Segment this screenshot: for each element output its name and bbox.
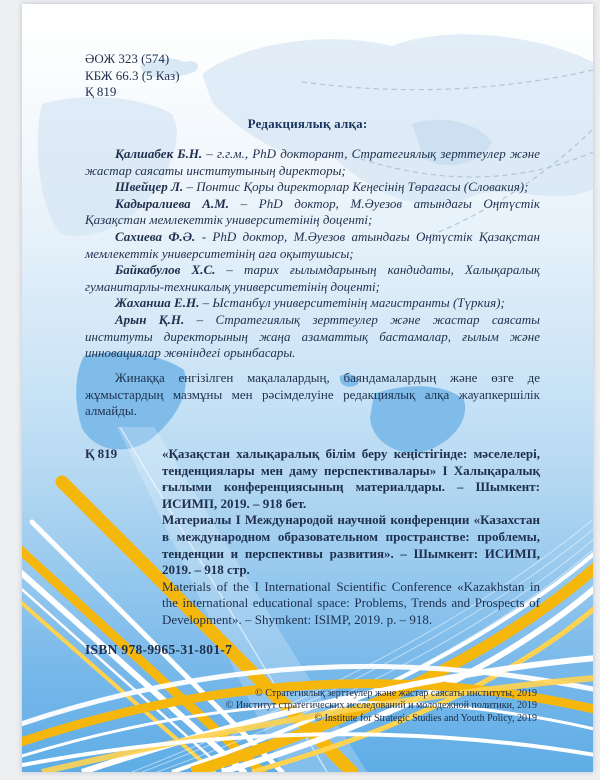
editor-description: – Понтис Қоры директорлар Кеңесінің Төрағасы (Словакия); bbox=[183, 179, 529, 195]
editor-name: Байкабулов Х.С. bbox=[115, 262, 216, 278]
editor-entry bbox=[85, 312, 540, 362]
document-page bbox=[22, 4, 593, 772]
classification-code-line: КБЖ 66.3 (5 Каз) bbox=[85, 67, 180, 83]
editor-entry bbox=[85, 262, 540, 295]
editor-entry bbox=[85, 196, 540, 229]
editor-description: – тарих ғылымдарының кандидаты, Халықаралық гуманитарлы-техникалық университетінің доценті; bbox=[85, 262, 540, 294]
editor-entry bbox=[85, 179, 540, 196]
editor-description: – г.г.м., PhD докторант, Стратегиялық зерттеулер және жастар саясаты институтының директоры; bbox=[85, 146, 540, 178]
editor-name: Кадыралиева А.М. bbox=[115, 195, 230, 211]
catalog-entry bbox=[162, 446, 540, 629]
catalog-code: Қ 819 bbox=[85, 446, 118, 461]
editor-description: – Стратегиялық зерттеулер және жастар саясаты институты директорының жаңа азаматтық бастамалар, ғылым және инновациялар жөніндегі орынбасары. bbox=[85, 311, 540, 361]
disclaimer-paragraph: Жинаққа енгізілген мақалалардың, баяндамалардың және өзге де жұмыстардың мазмұны мен рәсімделуіне редакциялық алқа жауапкершілік алмайды. bbox=[85, 370, 540, 419]
editor-description: - PhD доктор, М.Әуезов атындағы Оңтүстік Қазақстан мемлекеттік университетінің аға оқытушысы; bbox=[85, 228, 541, 261]
editor-name: Арын Қ.Н. bbox=[115, 311, 185, 327]
editor-entry bbox=[85, 229, 540, 262]
editor-entry bbox=[85, 295, 540, 312]
editorial-board-heading: Редакциялық алқа: bbox=[247, 116, 368, 131]
editor-name: Жаханша Е.Н. bbox=[115, 295, 200, 311]
classification-code-line: Қ 819 bbox=[85, 84, 117, 100]
copyright-block bbox=[226, 688, 537, 725]
editor-entry bbox=[85, 146, 540, 179]
copyright-line: © Стратегиялық зерттеулер және жастар саясаты институты, 2019 bbox=[255, 688, 537, 699]
isbn-number: ISBN 978-9965-31-801-7 bbox=[85, 642, 233, 657]
editor-name: Сахиева Ф.Ә. bbox=[115, 228, 196, 244]
catalog-entry-russian: Материалы I Международой научной конференции «Казахстан в международном образовательном пространстве: проблемы, тенденции и перспективы развития». – Шымкент: ИСИМП, 2019. – 918 стр. bbox=[162, 512, 540, 578]
catalog-entry-kazakh: «Қазақстан халықаралық білім беру кеңістігінде: мәселелері, тенденциялары мен даму перспективалары» I Халықаралық ғылыми конференциясының материалдары. – Шымкент: ИСИМП, 2019. – 918 бет. bbox=[162, 446, 540, 511]
editor-description: – Ыстанбұл университетінің магистранты (Түркия); bbox=[199, 295, 505, 311]
copyright-line: © Institute for Strategic Studies and Youth Policy, 2019 bbox=[314, 712, 537, 724]
editor-description: – PhD доктор, М.Әуезов атындағы Оңтүстік Қазақстан мемлекеттік университетінің доценті; bbox=[85, 195, 540, 228]
copyright-line: © Институт стратегических исследований и молодежной политики, 2019 bbox=[225, 700, 537, 712]
classification-code-line: ӘОЖ 323 (574) bbox=[85, 51, 170, 66]
catalog-entry-english: Materials of the I International Scientific Conference «Kazakhstan in the international educational space: Problems, Trends and Prospects of Development». – Shymkent: ISIMP, 2019. p. – 918. bbox=[162, 578, 540, 627]
editor-name: Швейцер Л. bbox=[115, 179, 184, 195]
editorial-board-list bbox=[85, 146, 540, 362]
classification-codes bbox=[85, 51, 180, 101]
editor-name: Қалшабек Б.Н. bbox=[115, 146, 203, 161]
